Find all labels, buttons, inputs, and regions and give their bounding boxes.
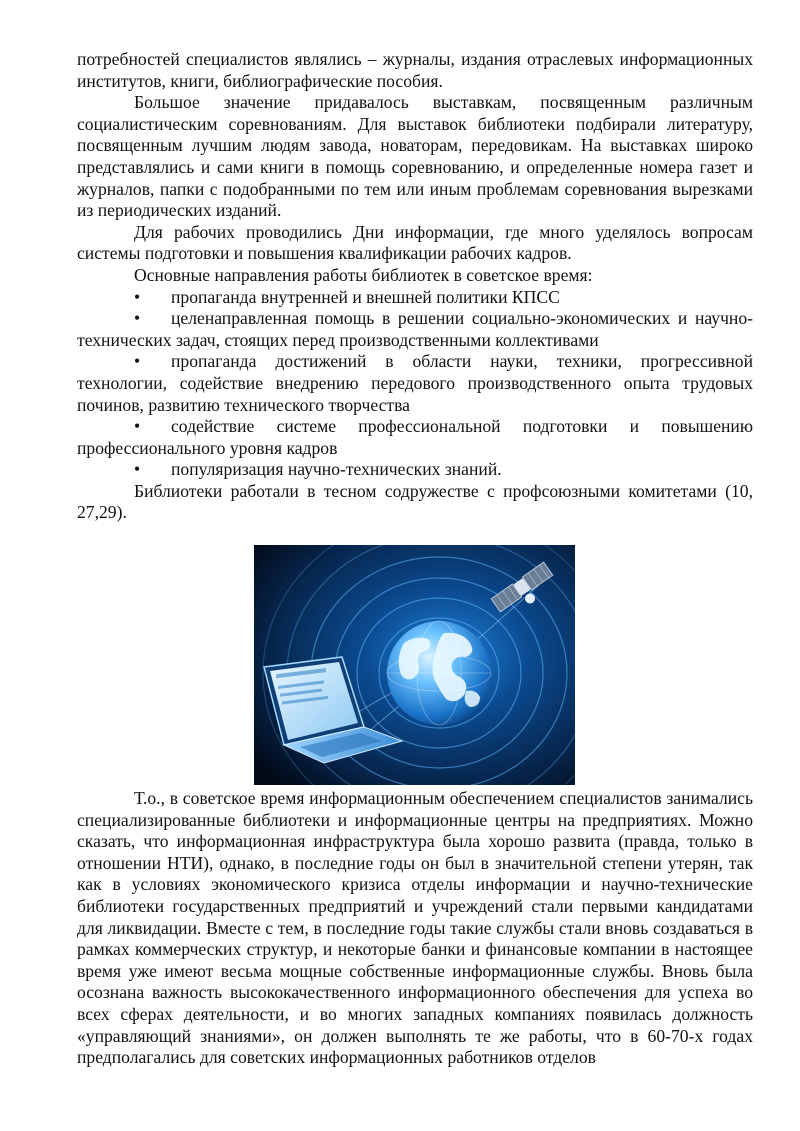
list-item: [77, 308, 753, 351]
list-item-text: содействие системе профессиональной подготовки и повышению профессионального уровня кадров: [77, 416, 753, 458]
globe-laptop-satellite-illustration: [254, 545, 575, 785]
information-days-paragraph: Для рабочих проводились Дни информации, где много уделялось вопросам системы подготовки и повышения квалификации рабочих кадров.: [77, 221, 753, 264]
list-item-text: пропаганда внутренней и внешней политики КПСС: [171, 286, 560, 307]
summary-paragraph: Т.о., в советское время информационным обеспечением специалистов занимались специализированные библиотеки и информационные центры на предприятиях. Можно сказать, что информационная инфраструктура была хорошо развита (правда, только в отношении НТИ), однако, в последние годы он был в значительной степени утерян, так как в условиях экономического кризиса отделы информации и научно-технические библиотеки государственных предприятий и учреждений стали первыми кандидатами для ликвидации. Вместе с тем, в последние годы такие службы стали вновь создаваться в рамках коммерческих структур, и некоторые банки и финансовые компании в настоящее время уже имеют весьма мощные собственные информационные службы. Вновь была осознана важность высококачественного информационного обеспечения для успеха во всех сферах деятельности, и во многих западных компаниях появилась должность «управляющий знаниями», он должен выполнять те же работы, что в 60-70-х годах предполагались для советских информационных работников отделов: [77, 788, 753, 1068]
list-item: [77, 351, 753, 416]
bullet-marker: •: [134, 459, 141, 480]
closing-paragraph: Библиотеки работали в тесном содружестве с профсоюзными комитетами (10, 27,29).: [77, 480, 753, 523]
list-item-text: целенаправленная помощь в решении социально-экономических и научно-технических задач, стоящих перед производственными коллективами: [77, 308, 753, 350]
illustration-graphic: [254, 545, 575, 785]
list-item-text: популяризация научно-технических знаний.: [171, 459, 502, 480]
bullet-marker: •: [134, 351, 141, 372]
list-item: [77, 459, 753, 481]
continuation-paragraph: потребностей специалистов являлись – журналы, издания отраслевых информационных институтов, книги, библиографические пособия.: [77, 49, 753, 91]
top-text-block: [77, 49, 753, 524]
globe-icon: [387, 621, 491, 725]
list-item-text: пропаганда достижений в области науки, техники, прогрессивной технологии, содействие внедрению передового производственного опыта трудовых починов, развитию технического творчества: [77, 351, 753, 415]
list-item: [77, 416, 753, 459]
bullet-marker: •: [134, 308, 141, 329]
exhibitions-paragraph: Большое значение придавалось выставкам, посвященным различным социалистическим соревнованиям. Для выставок библиотеки подбирали литературу, посвященным лучшим людям завода, новаторам, передовикам. На выставках широко представлялись и сами книги в помощь соревнованию, и определенные номера газет и журналов, папки с подобранными по тем или иным проблемам соревнования вырезками из периодических изданий.: [77, 92, 753, 221]
bullet-marker: •: [134, 416, 141, 437]
bullet-marker: •: [134, 286, 141, 307]
directions-intro-paragraph: Основные направления работы библиотек в советское время:: [134, 264, 593, 285]
bottom-text-block: [77, 788, 753, 1069]
list-item: [77, 287, 753, 309]
